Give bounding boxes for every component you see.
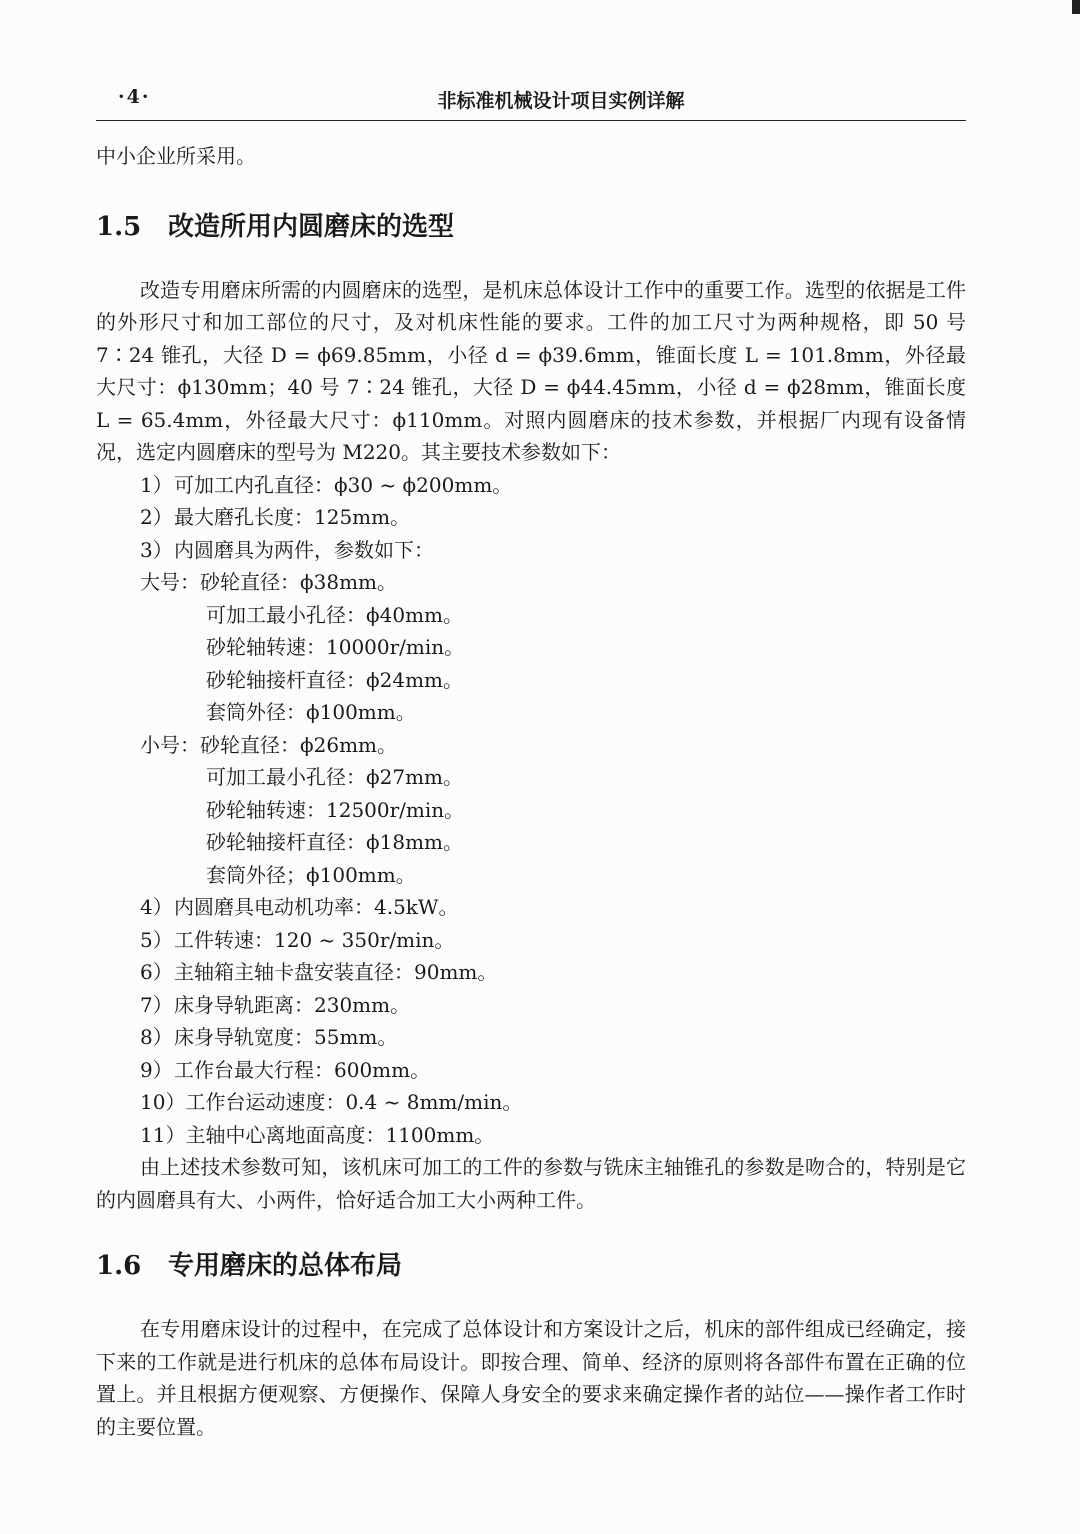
list-item-number: 10） [140, 1090, 186, 1114]
list-item-number: 7） [140, 992, 173, 1017]
list-item [96, 1086, 966, 1119]
list-item-text: 内圆磨具电动机功率：4.5kW。 [174, 895, 459, 919]
section-heading-1-6 [96, 1246, 966, 1286]
list-item-number: 5） [140, 927, 173, 952]
page-header [96, 84, 966, 121]
list-item-number: 9） [140, 1057, 173, 1082]
list-item-text: 工件转速：120 ~ 350r/min。 [174, 927, 455, 952]
list-item-text: 工作台最大行程：600mm。 [174, 1057, 431, 1082]
book-title: 非标准机械设计项目实例详解 [437, 90, 685, 112]
list-item-text: 床身导轨宽度：55mm。 [174, 1025, 398, 1049]
spec-text: 砂轮直径：ϕ38mm。 [200, 570, 398, 594]
spec-text: 砂轮直径：ϕ26mm。 [200, 732, 398, 757]
list-item-number: 8） [140, 1025, 173, 1049]
small-grinder-specs [96, 729, 966, 892]
list-item-text: 内圆磨具为两件，参数如下： [174, 537, 434, 562]
section-title: 改造所用内圆磨床的选型 [168, 211, 455, 242]
list-item-text: 可加工内孔直径：ϕ30 ~ ϕ200mm。 [174, 472, 513, 497]
section-1-5-conclusion: 由上述技术参数可知，该机床可加工的工件的参数与铣床主轴锥孔的参数是吻合的，特别是它的内圆磨具有大、小两件，恰好适合加工大小两种工件。 [96, 1155, 966, 1212]
list-item [96, 1021, 966, 1054]
spec-line: 套筒外径；ϕ100mm。 [206, 862, 416, 887]
section-1-6-paragraph: 在专用磨床设计的过程中，在完成了总体设计和方案设计之后，机床的部件组成已经确定，接下来的工作就是进行机床的总体布局设计。即按合理、简单、经济的原则将各部件布置在正确的位置上。并且根据方便观察、方便操作、保障人身安全的要求来确定操作者的站位——操作者工作时的主要位置。 [96, 1317, 966, 1439]
list-item [96, 891, 966, 924]
list-item [96, 501, 966, 534]
list-item [96, 1119, 966, 1152]
list-item-text: 最大磨孔长度：125mm。 [174, 505, 411, 529]
list-item-text: 床身导轨距离：230mm。 [174, 992, 411, 1017]
large-grinder-specs [96, 566, 966, 729]
spec-line [96, 729, 966, 762]
spec-group-label: 小号： [140, 732, 200, 757]
page-body [96, 140, 966, 1443]
list-item [96, 469, 966, 502]
list-item [96, 534, 966, 567]
list-item-text: 主轴箱主轴卡盘安装直径：90mm。 [174, 960, 498, 984]
spec-line: 砂轮轴转速：10000r/min。 [206, 635, 465, 659]
spec-line: 可加工最小孔径：ϕ40mm。 [206, 602, 464, 627]
list-item [96, 924, 966, 957]
list-item-number: 2） [140, 505, 173, 529]
list-item [96, 1054, 966, 1087]
spec-line [96, 566, 966, 599]
list-item-number: 1） [140, 472, 173, 497]
spec-list-a [96, 469, 966, 567]
list-item-text: 主轴中心离地面高度：1100mm。 [185, 1122, 495, 1147]
list-item-number: 11） [140, 1122, 186, 1147]
section-1-5-paragraph: 改造专用磨床所需的内圆磨床的选型，是机床总体设计工作中的重要工作。选型的依据是工件的外形尺寸和加工部位的尺寸，及对机床性能的要求。工件的加工尺寸为两种规格，即 50 号 7∶24 锥孔，大径 D = ϕ69.85mm，小径 d = ϕ39.6mm，锥面长度 L = 101.8mm，外径最大尺寸：ϕ130mm；40 号 7∶24 锥孔，大径 D = ϕ44.45mm，小径 d = ϕ28mm，锥面长度 L = 65.4mm，外径最大尺寸：ϕ110mm。对照内圆磨床的技术参数，并根据厂内现有设备情况，选定内圆磨床的型号为 M220。其主要技术参数如下： [96, 277, 966, 464]
list-item [96, 956, 966, 989]
section-number: 1.6 [96, 1251, 142, 1281]
spec-line: 可加工最小孔径：ϕ27mm。 [206, 765, 464, 789]
intro-line: 中小企业所采用。 [96, 144, 256, 168]
list-item-text: 工作台运动速度：0.4 ~ 8mm/min。 [185, 1090, 523, 1114]
spec-line: 砂轮轴转速：12500r/min。 [206, 797, 465, 822]
page-number: ·4· [118, 86, 151, 108]
spec-line: 砂轮轴接杆直径：ϕ24mm。 [206, 667, 464, 692]
section-number: 1.5 [96, 211, 142, 242]
section-heading-1-5 [96, 207, 966, 247]
list-item-number: 4） [140, 895, 173, 919]
section-title: 专用磨床的总体布局 [168, 1251, 403, 1281]
page-edge-mark [1072, 0, 1080, 14]
spec-line: 砂轮轴接杆直径：ϕ18mm。 [206, 830, 464, 854]
list-item-number: 6） [140, 960, 173, 984]
spec-group-label: 大号： [140, 570, 200, 594]
spec-line: 套筒外径：ϕ100mm。 [206, 700, 416, 724]
list-item-number: 3） [140, 537, 173, 562]
list-item [96, 989, 966, 1022]
spec-list-b [96, 891, 966, 1151]
